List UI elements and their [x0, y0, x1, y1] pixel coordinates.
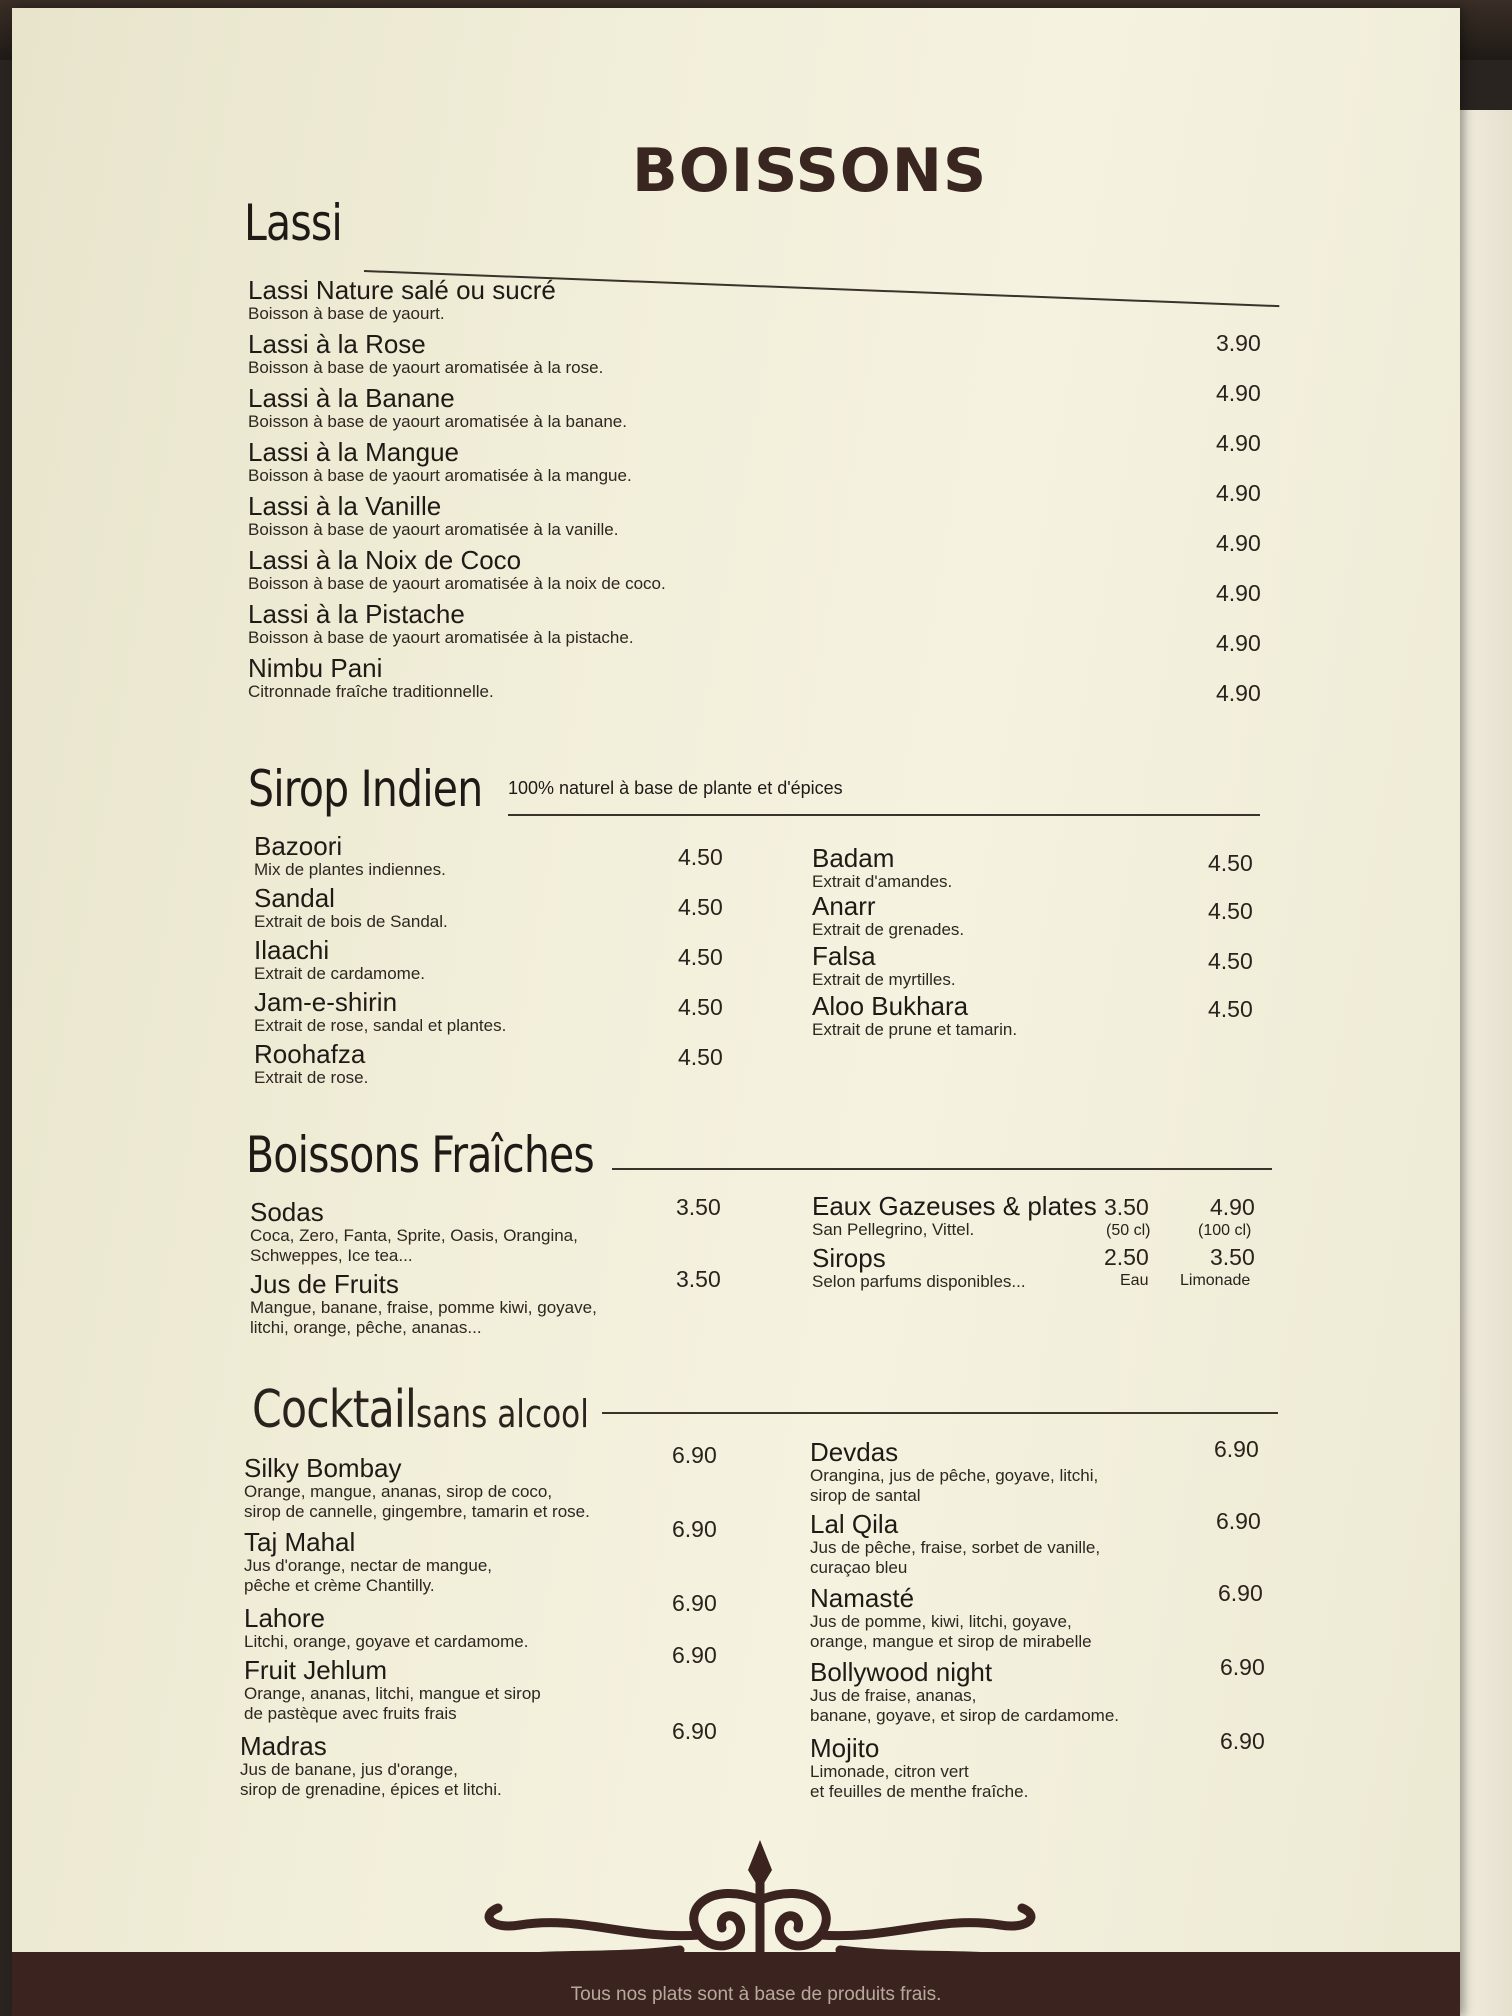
item-description: et feuilles de menthe fraîche.	[810, 1782, 1029, 1801]
item-description: Jus d'orange, nectar de mangue,	[244, 1556, 493, 1575]
item-description: Extrait d'amandes.	[812, 872, 953, 891]
item-description: curaçao bleu	[810, 1558, 908, 1577]
item-price: 4.50	[678, 1044, 723, 1070]
item-description: Extrait de prune et tamarin.	[812, 1020, 1018, 1039]
item-description: Mix de plantes indiennes.	[254, 860, 446, 879]
item-name: Sodas	[250, 1197, 324, 1227]
menu-item	[254, 936, 425, 984]
item-name: Ilaachi	[254, 935, 330, 965]
item-description: Limonade, citron vert	[810, 1762, 969, 1781]
item-price: 6.90	[1220, 1654, 1265, 1680]
item-description: Boisson à base de yaourt.	[248, 304, 445, 323]
menu-item	[810, 1734, 1028, 1802]
item-description: Orange, mangue, ananas, sirop de coco,	[244, 1482, 553, 1501]
item-description: Litchi, orange, goyave et cardamome.	[244, 1632, 529, 1651]
menu-item-jus	[250, 1270, 597, 1338]
item-price: 6.90	[1220, 1728, 1265, 1754]
menu-item-eaux	[812, 1192, 1097, 1240]
item-name: Aloo Bukhara	[812, 991, 969, 1021]
item-description: Orange, ananas, litchi, mangue et sirop	[244, 1684, 541, 1703]
item-price: 4.50	[1208, 996, 1253, 1022]
item-name: Lahore	[244, 1603, 325, 1633]
menu-item	[248, 546, 666, 594]
item-price: 6.90	[672, 1442, 717, 1468]
item-price: 4.50	[1208, 948, 1253, 974]
item-price: 6.90	[672, 1590, 717, 1616]
item-name: Bollywood night	[810, 1657, 993, 1687]
item-description: de pastèque avec fruits frais	[244, 1704, 457, 1723]
item-price: 3.50	[676, 1194, 721, 1220]
menu-item	[810, 1438, 1098, 1506]
item-price: 3.50	[1104, 1194, 1149, 1220]
item-price: 4.90	[1216, 630, 1261, 656]
item-description: Boisson à base de yaourt aromatisée à la banane.	[248, 412, 627, 431]
section-heading	[252, 1380, 627, 1440]
item-price: 4.50	[1208, 898, 1253, 924]
item-name: Bazoori	[254, 831, 343, 861]
item-name: Lassi à la Noix de Coco	[248, 545, 522, 575]
item-price: 6.90	[672, 1642, 717, 1668]
item-price: 6.90	[672, 1718, 717, 1744]
menu-item	[240, 1732, 502, 1800]
item-description: Boisson à base de yaourt aromatisée à la noix de coco.	[248, 574, 666, 593]
item-name: Devdas	[810, 1437, 899, 1467]
item-description: Extrait de bois de Sandal.	[254, 912, 448, 931]
item-price: 4.50	[678, 994, 723, 1020]
item-name: Sirops	[812, 1243, 886, 1273]
item-name: Jam-e-shirin	[254, 987, 398, 1017]
item-price: 3.50	[676, 1266, 721, 1292]
item-name: Lassi à la Banane	[248, 383, 455, 413]
item-name: Anarr	[812, 891, 876, 921]
menu-item	[248, 438, 632, 486]
item-description: litchi, orange, pêche, ananas...	[250, 1318, 482, 1337]
item-price: 4.90	[1210, 1194, 1255, 1220]
item-name: Lassi à la Vanille	[248, 491, 442, 521]
menu-page	[12, 8, 1460, 2016]
item-price: 4.50	[678, 844, 723, 870]
page-title: BOISSONS	[632, 136, 988, 206]
item-description: sirop de cannelle, gingembre, tamarin et rose.	[244, 1502, 590, 1521]
item-description: Mangue, banane, fraise, pomme kiwi, goyave,	[250, 1298, 597, 1317]
menu-item	[812, 942, 956, 990]
item-description: pêche et crème Chantilly.	[244, 1576, 435, 1595]
item-description: Coca, Zero, Fanta, Sprite, Oasis, Orangina,	[250, 1226, 578, 1245]
section-heading: Sirop Indien	[248, 760, 483, 818]
price-unit: (50 cl)	[1106, 1222, 1151, 1239]
item-price: 4.50	[1208, 850, 1253, 876]
item-description: Jus de fraise, ananas,	[810, 1686, 977, 1705]
item-price: 4.90	[1216, 580, 1261, 606]
menu-item	[248, 276, 556, 324]
menu-item	[254, 1040, 368, 1088]
item-price: 4.50	[678, 944, 723, 970]
item-name: Roohafza	[254, 1039, 366, 1069]
item-name: Namasté	[810, 1583, 915, 1613]
price-unit: Limonade	[1180, 1272, 1251, 1289]
item-name: Sandal	[254, 883, 335, 913]
item-name: Lassi Nature salé ou sucré	[248, 275, 556, 305]
item-name: Silky Bombay	[244, 1453, 402, 1483]
item-name: Mojito	[810, 1733, 880, 1763]
item-name: Lassi à la Rose	[248, 329, 426, 359]
heading-main: Cocktail	[252, 1380, 416, 1440]
item-description: sirop de grenadine, épices et litchi.	[240, 1780, 502, 1799]
item-name: Lassi à la Pistache	[248, 599, 465, 629]
menu-item-sirops	[812, 1244, 1026, 1292]
item-description: Citronnade fraîche traditionnelle.	[248, 682, 494, 701]
menu-item	[244, 1604, 528, 1652]
menu-item	[812, 844, 952, 892]
item-description: Jus de banane, jus d'orange,	[240, 1760, 458, 1779]
item-name: Nimbu Pani	[248, 653, 383, 683]
footer-note: Tous nos plats sont à base de produits frais.	[570, 1984, 942, 2005]
menu-item	[248, 492, 618, 540]
item-description: Jus de pomme, kiwi, litchi, goyave,	[810, 1612, 1072, 1631]
item-price: 6.90	[1214, 1436, 1259, 1462]
item-description: Extrait de cardamome.	[254, 964, 426, 983]
item-name: Fruit Jehlum	[244, 1655, 388, 1685]
heading-sub: sans alcool	[416, 1392, 590, 1436]
item-name: Madras	[240, 1731, 327, 1761]
menu-item	[810, 1658, 1119, 1726]
menu-item	[810, 1510, 1100, 1578]
item-description: Jus de pêche, fraise, sorbet de vanille,	[810, 1538, 1101, 1557]
item-name: Badam	[812, 843, 895, 873]
item-price: 3.50	[1210, 1244, 1255, 1270]
item-price: 4.50	[678, 894, 723, 920]
item-price: 4.90	[1216, 680, 1261, 706]
item-description: Boisson à base de yaourt aromatisée à la pistache.	[248, 628, 634, 647]
section-heading: Boissons Fraîches	[246, 1126, 594, 1184]
menu-item	[254, 988, 506, 1036]
price-unit: Eau	[1120, 1272, 1149, 1289]
item-name: Eaux Gazeuses & plates	[812, 1191, 1097, 1221]
section-rule	[602, 1412, 1278, 1414]
menu-item	[810, 1584, 1092, 1652]
item-name: Jus de Fruits	[250, 1269, 399, 1299]
item-price: 4.90	[1216, 480, 1261, 506]
item-description: Boisson à base de yaourt aromatisée à la mangue.	[248, 466, 632, 485]
menu-item	[254, 832, 446, 880]
item-price: 6.90	[1216, 1508, 1261, 1534]
section-rule	[612, 1168, 1272, 1170]
section-note: 100% naturel à base de plante et d'épices	[508, 778, 843, 798]
item-description: Extrait de rose.	[254, 1068, 369, 1087]
section-rule	[508, 814, 1260, 816]
menu-item	[244, 1454, 590, 1522]
menu-item	[248, 600, 634, 648]
menu-item	[248, 654, 494, 702]
item-price: 4.90	[1216, 530, 1261, 556]
item-description: sirop de santal	[810, 1486, 921, 1505]
menu-item	[248, 384, 627, 432]
item-description: banane, goyave, et sirop de cardamome.	[810, 1706, 1120, 1725]
item-description: Boisson à base de yaourt aromatisée à la rose.	[248, 358, 604, 377]
menu-item	[248, 330, 603, 378]
item-description: Selon parfums disponibles...	[812, 1272, 1026, 1291]
menu-item	[254, 884, 448, 932]
item-name: Lassi à la Mangue	[248, 437, 460, 467]
menu-item	[812, 992, 1017, 1040]
item-price: 4.90	[1216, 430, 1261, 456]
price-unit: (100 cl)	[1198, 1222, 1252, 1239]
item-description: Extrait de myrtilles.	[812, 970, 956, 989]
item-price: 4.90	[1216, 380, 1261, 406]
item-description: Extrait de rose, sandal et plantes.	[254, 1016, 507, 1035]
menu-item-sodas	[250, 1198, 578, 1266]
menu-item	[244, 1656, 541, 1724]
ornament-scroll	[380, 1840, 1140, 1970]
item-name: Falsa	[812, 941, 876, 971]
item-price: 6.90	[1218, 1580, 1263, 1606]
section-heading: Lassi	[244, 194, 342, 252]
item-name: Lal Qila	[810, 1509, 899, 1539]
item-price: 6.90	[672, 1516, 717, 1542]
item-price: 2.50	[1104, 1244, 1149, 1270]
item-description: Schweppes, Ice tea...	[250, 1246, 413, 1265]
item-name: Taj Mahal	[244, 1527, 356, 1557]
item-description: San Pellegrino, Vittel.	[812, 1220, 975, 1239]
item-description: Extrait de grenades.	[812, 920, 965, 939]
menu-item	[244, 1528, 492, 1596]
item-description: orange, mangue et sirop de mirabelle	[810, 1632, 1092, 1651]
item-description: Boisson à base de yaourt aromatisée à la vanille.	[248, 520, 619, 539]
item-description: Orangina, jus de pêche, goyave, litchi,	[810, 1466, 1099, 1485]
item-price: 3.90	[1216, 330, 1261, 356]
menu-item	[812, 892, 964, 940]
